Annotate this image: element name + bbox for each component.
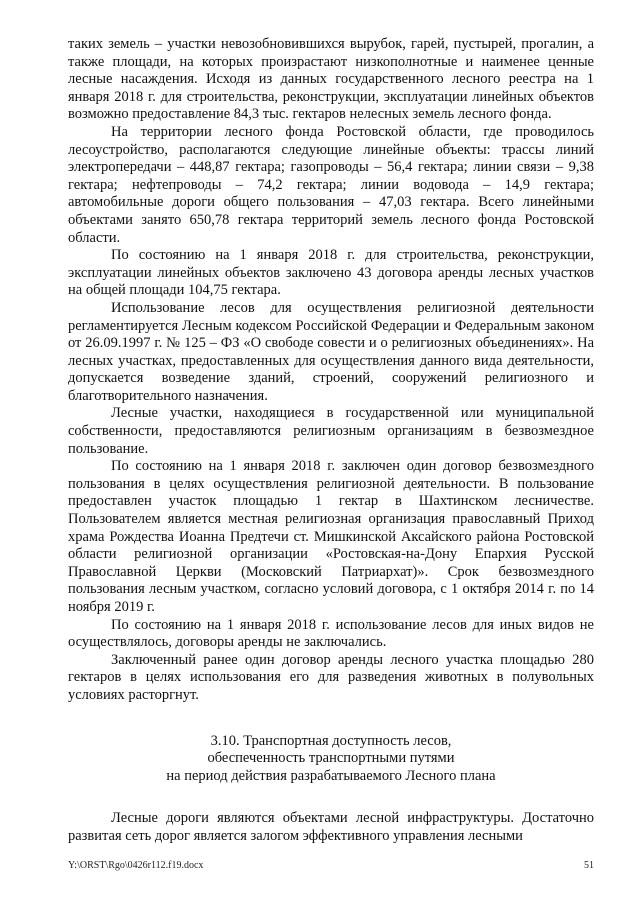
page-body — [68, 36, 594, 846]
section-heading-line-3: на период действия разрабатываемого Лесного плана — [166, 767, 496, 784]
section-heading-line-2: обеспеченность транспортными путями — [207, 750, 455, 767]
paragraph-free-use-agreement: По состоянию на 1 января 2018 г. заключен один договор безвозмездного пользования в целях осуществления религиозной деятельности. В пользование предоставлен участок площадью 1 гектар в Шахтинском лесничестве. Пользователем является местная религиозная организация православный Приход храма Рождества Иоанна Предтечи ст. Мишкинской Аксайского района Ростовской области религиозной организации «Ростовская-на-Дону Епархия Русской Православной Церкви (Московский Патриархат)». Срок безвозмездного пользования лесным участком, согласно условий договора, с 1 октября 2014 г. по 14 ноября 2019 г. — [68, 458, 594, 615]
paragraph-linear-objects: На территории лесного фонда Ростовской области, где проводилось лесоустройство, располагаются следующие линейные объекты: трассы линий электропередачи – 448,87 гектара; газопроводы – 56,4 гектара; линии связи – 9,38 гектара; нефтепроводы – 74,2 гектара; линии водовода – 14,9 гектара; автомобильные дороги общего пользования – 47,03 гектара. Всего линейными объектами занято 650,78 гектара территорий земель лесного фонда Ростовской области. — [68, 123, 594, 246]
paragraph-religious-activity: Использование лесов для осуществления религиозной деятельности регламентируется Лесным кодексом Российской Федерации и Федеральным законом от 26.09.1997 г. № 125 – ФЗ «О свободе совести и о религиозных объединениях». На лесных участках, предоставленных для осуществления данного вида деятельности, допускается возведение зданий, строений, сооружений религиозного и благотворительного назначения. — [68, 299, 594, 404]
section-heading-line-1: 3.10. Транспортная доступность лесов, — [210, 732, 452, 749]
paragraph-other-uses: По состоянию на 1 января 2018 г. использование лесов для иных видов не осуществлялось, договоры аренды не заключались. — [68, 616, 594, 651]
page-number: 51 — [584, 860, 594, 871]
file-path: Y:\ORST\Rgo\0426r112.f19.docx — [68, 860, 204, 871]
paragraph-lease-agreements: По состоянию на 1 января 2018 г. для строительства, реконструкции, эксплуатации линейных объектов заключено 43 договора аренды лесных участков на общей площади 104,75 гектара. — [68, 247, 594, 299]
section-heading — [68, 733, 594, 786]
paragraph-nonforest-lands: таких земель – участки невозобновившихся вырубок, гарей, пустырей, прогалин, а также площади, на которых произрастают низкополнотные и наименее ценные лесные насаждения. Исходя из данных государственного лесного реестра на 1 января 2018 г. для строительства, реконструкции, эксплуатации линейных объектов возможно предоставление 84,3 тыс. гектаров нелесных земель лесного фонда. — [68, 36, 594, 123]
paragraph-free-use: Лесные участки, находящиеся в государственной или муниципальной собственности, предоставляются религиозным организациям в безвозмездное пользование. — [68, 405, 594, 457]
paragraph-forest-roads: Лесные дороги являются объектами лесной инфраструктуры. Достаточно развитая сеть дорог является залогом эффективного управления лесными — [68, 810, 594, 844]
paragraph-terminated-lease: Заключенный ранее один договор аренды лесного участка площадью 280 гектаров в целях использования его для разведения животных в полувольных условиях расторгнут. — [68, 651, 594, 703]
